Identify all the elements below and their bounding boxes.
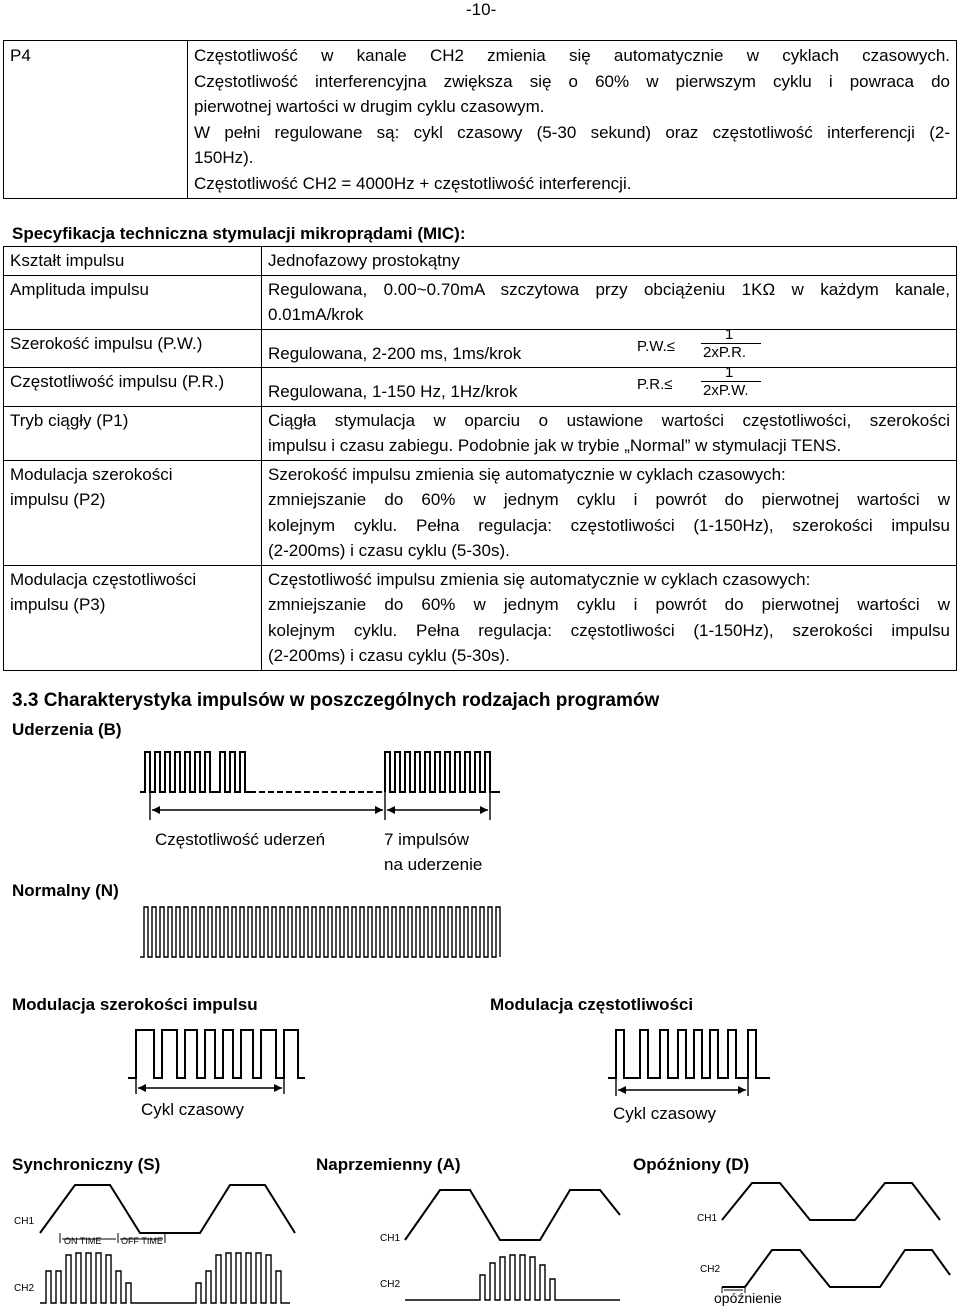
freq-mod-waveform [608,1030,770,1078]
spec-label: Kształt impulsu [4,247,262,276]
alt-ch2-label: CH2 [380,1279,401,1290]
spec-value-line: zmniejszanie do 60% w jednym cyklu i powrót do pierwotnej wartości w [268,595,950,614]
width-mod-cycle-label: Cykl czasowy [141,1100,244,1119]
spec-value-line: Ciągła stymulacja w oparciu o ustawione wartości częstotliwości, szerokości [268,410,950,430]
spec-value [262,565,957,670]
spec-label [4,565,262,670]
burst-freq-label: Częstotliwość uderzeń [155,830,326,849]
burst-count-label-2: na uderzenie [384,855,483,874]
spec-label: Częstotliwość impulsu (P.R.) [4,368,262,407]
p4-label: P4 [4,41,188,199]
arrowhead [480,806,488,814]
spec-table [3,246,957,671]
alt-title: Naprzemienny (A) [316,1155,461,1174]
delay-ch1-waveform [722,1183,940,1220]
burst-waveform-1 [140,752,215,792]
spec-value-line: Szerokość impulsu zmienia się automatycznie w cyklach czasowych: [268,464,786,484]
spec-label-line: impulsu (P3) [10,595,106,614]
p4-line: Częstotliwość interferencyjna zwiększa się o 60% w pierwszym cyklu i powraca do [194,71,950,91]
spec-heading: Specyfikacja techniczna stymulacji mikroprądami (MIC): [12,224,466,243]
spec-value-line: (2-200ms) i czasu cyklu (5-30s). [268,541,510,560]
spec-label: Amplituda impulsu [4,275,262,329]
width-mod-title: Modulacja szerokości impulsu [12,995,258,1014]
formula-den: 2xP.R. [703,343,747,361]
normal-title: Normalny (N) [12,881,119,900]
spec-value-line: kolejnym cyklu. Pełna regulacja: częstotliwości (1-150Hz), szerokości impulsu [268,515,950,535]
p4-line: 150Hz). [194,148,254,167]
section-title: 3.3 Charakterystyka impulsów w poszczególnych rodzajach programów [12,690,660,711]
spec-value [262,325,957,368]
spec-value-line: 0.01mA/krok [268,305,364,324]
arrowhead [738,1086,746,1094]
arrowhead [618,1086,626,1094]
freq-mod-cycle-label: Cykl czasowy [613,1104,716,1123]
spec-label-line: Modulacja szerokości [10,464,173,484]
burst-waveform-3 [385,752,500,792]
spec-value [262,364,957,407]
burst-title: Uderzenia (B) [12,720,122,739]
table-row [4,565,957,670]
delay-ch1-label: CH1 [697,1213,718,1224]
spec-value-line: (2-200ms) i czasu cyklu (5-30s). [268,646,510,665]
alt-ch1-label: CH1 [380,1233,401,1244]
spec-label-line: impulsu (P2) [10,490,106,509]
p4-line: Częstotliwość w kanale CH2 zmienia się automatycznie w cyklach czasowych. [194,46,950,65]
sync-on-time-label: ON TIME [64,1236,102,1246]
p4-line: W pełni regulowane są: cykl czasowy (5-30 sekund) oraz częstotliwość interferencji (2- [194,122,950,142]
delay-label: opóźnienie [714,1290,782,1306]
spec-label [4,460,262,565]
formula-num: 1 [725,364,734,381]
spec-value [262,275,957,329]
p4-line: Częstotliwość CH2 = 4000Hz + częstotliwość interferencji. [194,173,632,193]
formula-den: 2xP.W. [703,382,749,399]
delay-ch2-waveform [722,1250,950,1287]
spec-value-line: impulsu i czasu zabiegu. Podobnie jak w trybie „Normal” w stymulacji TENS. [268,436,842,455]
burst-waveform-2 [215,752,250,792]
spec-value-line: Częstotliwość impulsu zmienia się automatycznie w cyklach czasowych: [268,569,811,589]
table-row [4,329,957,368]
burst-diagram [0,740,520,830]
sync-ch1-label: CH1 [14,1216,35,1227]
table-row [4,247,957,276]
spec-value-line: Regulowana, 1-150 Hz, 1Hz/krok [268,382,518,401]
spec-value-line: zmniejszanie do 60% w jednym cyklu i powrót do pierwotnej wartości w [268,490,950,509]
page-number: -10- [466,0,497,19]
spec-value: Jednofazowy prostokątny [262,247,957,276]
formula-lhs: P.R.≤ [637,376,673,393]
normal-diagram [0,895,520,965]
spec-value-line: kolejnym cyklu. Pełna regulacja: częstotliwości (1-150Hz), szerokości impulsu [268,620,950,640]
formula-num: 1 [725,325,734,343]
burst-count-label: 7 impulsów [384,830,470,849]
arrowhead [152,806,160,814]
formula-lhs: P.W.≤ [637,337,675,355]
normal-waveform [140,907,500,957]
delay-title: Opóźniony (D) [633,1155,750,1174]
freq-mod-diagram [0,1018,800,1098]
spec-value [262,406,957,460]
table-row [4,460,957,565]
delay-diagram [0,1175,960,1309]
delay-ch2-label: CH2 [700,1264,721,1275]
arrowhead [375,806,383,814]
sync-title: Synchroniczny (S) [12,1155,161,1174]
arrowhead [387,806,395,814]
sync-ch2-label: CH2 [14,1283,35,1294]
spec-label-line: Modulacja częstotliwości [10,569,197,589]
spec-value-line: Regulowana, 0.00~0.70mA szczytowa przy obciążeniu 1KΩ w każdym kanale, [268,279,950,299]
spec-value-line: Regulowana, 2-200 ms, 1ms/krok [268,343,522,363]
p4-line: pierwotnej wartości w drugim cyklu czasowym. [194,97,545,116]
table-row [4,275,957,329]
table-row [4,368,957,407]
sync-off-time-label: OFF TIME [121,1236,163,1246]
p4-table [3,40,957,199]
spec-label: Tryb ciągły (P1) [4,406,262,460]
p4-description [188,41,957,199]
table-row [4,406,957,460]
spec-label: Szerokość impulsu (P.W.) [4,329,262,368]
spec-value [262,460,957,565]
freq-mod-title: Modulacja częstotliwości [490,995,694,1014]
